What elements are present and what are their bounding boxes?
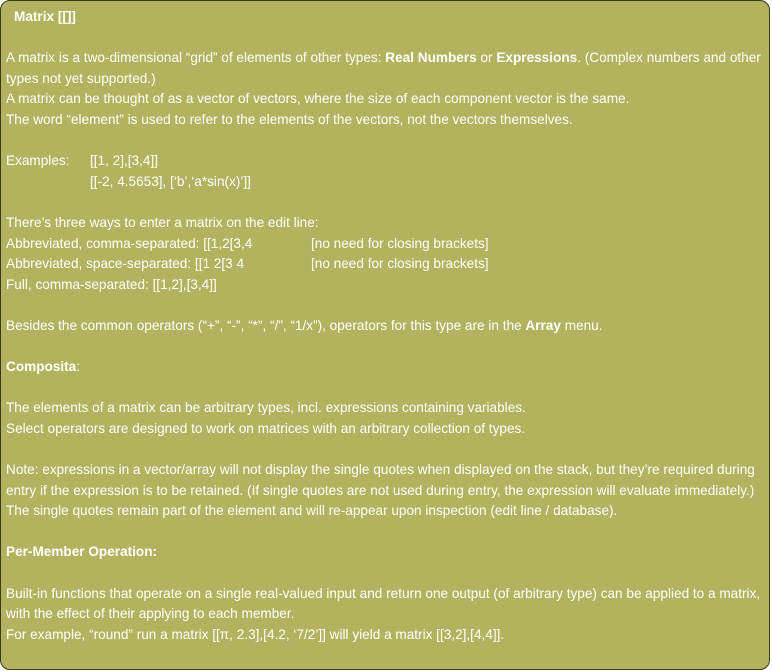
entry-note: [no need for closing brackets] bbox=[311, 235, 489, 251]
example-1: [[1, 2],[3,4]] bbox=[90, 153, 159, 169]
entry-method: Abbreviated, comma-separated: [[1,2[3,4 bbox=[6, 235, 253, 251]
entry-row-3 bbox=[6, 275, 763, 296]
per-member-paragraph-2: For example, “round” run a matrix [[π, 2.3],[4.2, ‘7/2’]] will yield a matrix [[3,2],[4,4]]. bbox=[6, 626, 505, 642]
intro-text-post: . (Complex numbers and other types not yet supported.) bbox=[6, 50, 765, 86]
real-numbers-term: Real Numbers bbox=[385, 50, 477, 66]
example-row-2 bbox=[6, 172, 763, 193]
composita-note: Note: expressions in a vector/array will not display the single quotes when displayed on the stack, but they’re required during entry if the expression is to be retained. (If single quotes are not used during entry, the expression will evaluate immediately.) The single quotes remain part of the element and will re-appear upon inspection (edit line / database). bbox=[6, 462, 759, 519]
array-menu-term: Array bbox=[525, 317, 561, 333]
entry-note: [no need for closing brackets] bbox=[311, 256, 489, 272]
entry-method: Abbreviated, space-separated: [[1 2[3 4 bbox=[6, 256, 245, 272]
composita-heading: Composita: bbox=[6, 359, 81, 375]
composita-term: Composita bbox=[6, 359, 77, 375]
operators-text-pre: Besides the common operators (“+”, “-”, “*”, “/”, “1/x”), operators for this type are in the bbox=[6, 317, 526, 333]
composita-paragraph-2: Select operators are designed to work on matrices with an arbitrary collection of types. bbox=[6, 420, 526, 436]
operators-text-post: menu. bbox=[560, 317, 603, 333]
per-member-paragraph-1: Built-in functions that operate on a single real-valued input and return one output (of arbitrary type) can be applied to a matrix, with the effect of their applying to each member. bbox=[6, 585, 764, 622]
example-row-1 bbox=[6, 151, 763, 172]
entry-heading: There’s three ways to enter a matrix on the edit line: bbox=[6, 214, 319, 230]
intro-paragraph-3: The word “element” is used to refer to the elements of the vectors, not the vectors themselves. bbox=[6, 111, 573, 127]
entry-row-2 bbox=[6, 254, 763, 275]
operators-paragraph bbox=[6, 316, 763, 337]
per-member-heading: Per-Member Operation: bbox=[6, 544, 158, 560]
expressions-term: Expressions bbox=[496, 50, 578, 66]
composita-paragraph-1: The elements of a matrix can be arbitrary types, incl. expressions containing variables. bbox=[6, 400, 526, 416]
entry-method: Full, comma-separated: [[1,2],[3,4]] bbox=[6, 276, 217, 292]
example-2: [[-2, 4.5653], [‘b’,‘a*sin(x)’]] bbox=[90, 173, 251, 189]
intro-text-pre: A matrix is a two-dimensional “grid” of elements of other types: bbox=[6, 50, 386, 66]
entry-row-1 bbox=[6, 234, 763, 255]
examples-label: Examples: bbox=[6, 153, 70, 169]
intro-text-mid: or bbox=[476, 50, 497, 66]
intro-paragraph-2: A matrix can be thought of as a vector of vectors, where the size of each component vector is the same. bbox=[6, 91, 630, 107]
intro-paragraph-1 bbox=[6, 48, 763, 89]
page-title: Matrix [[]] bbox=[14, 9, 76, 24]
